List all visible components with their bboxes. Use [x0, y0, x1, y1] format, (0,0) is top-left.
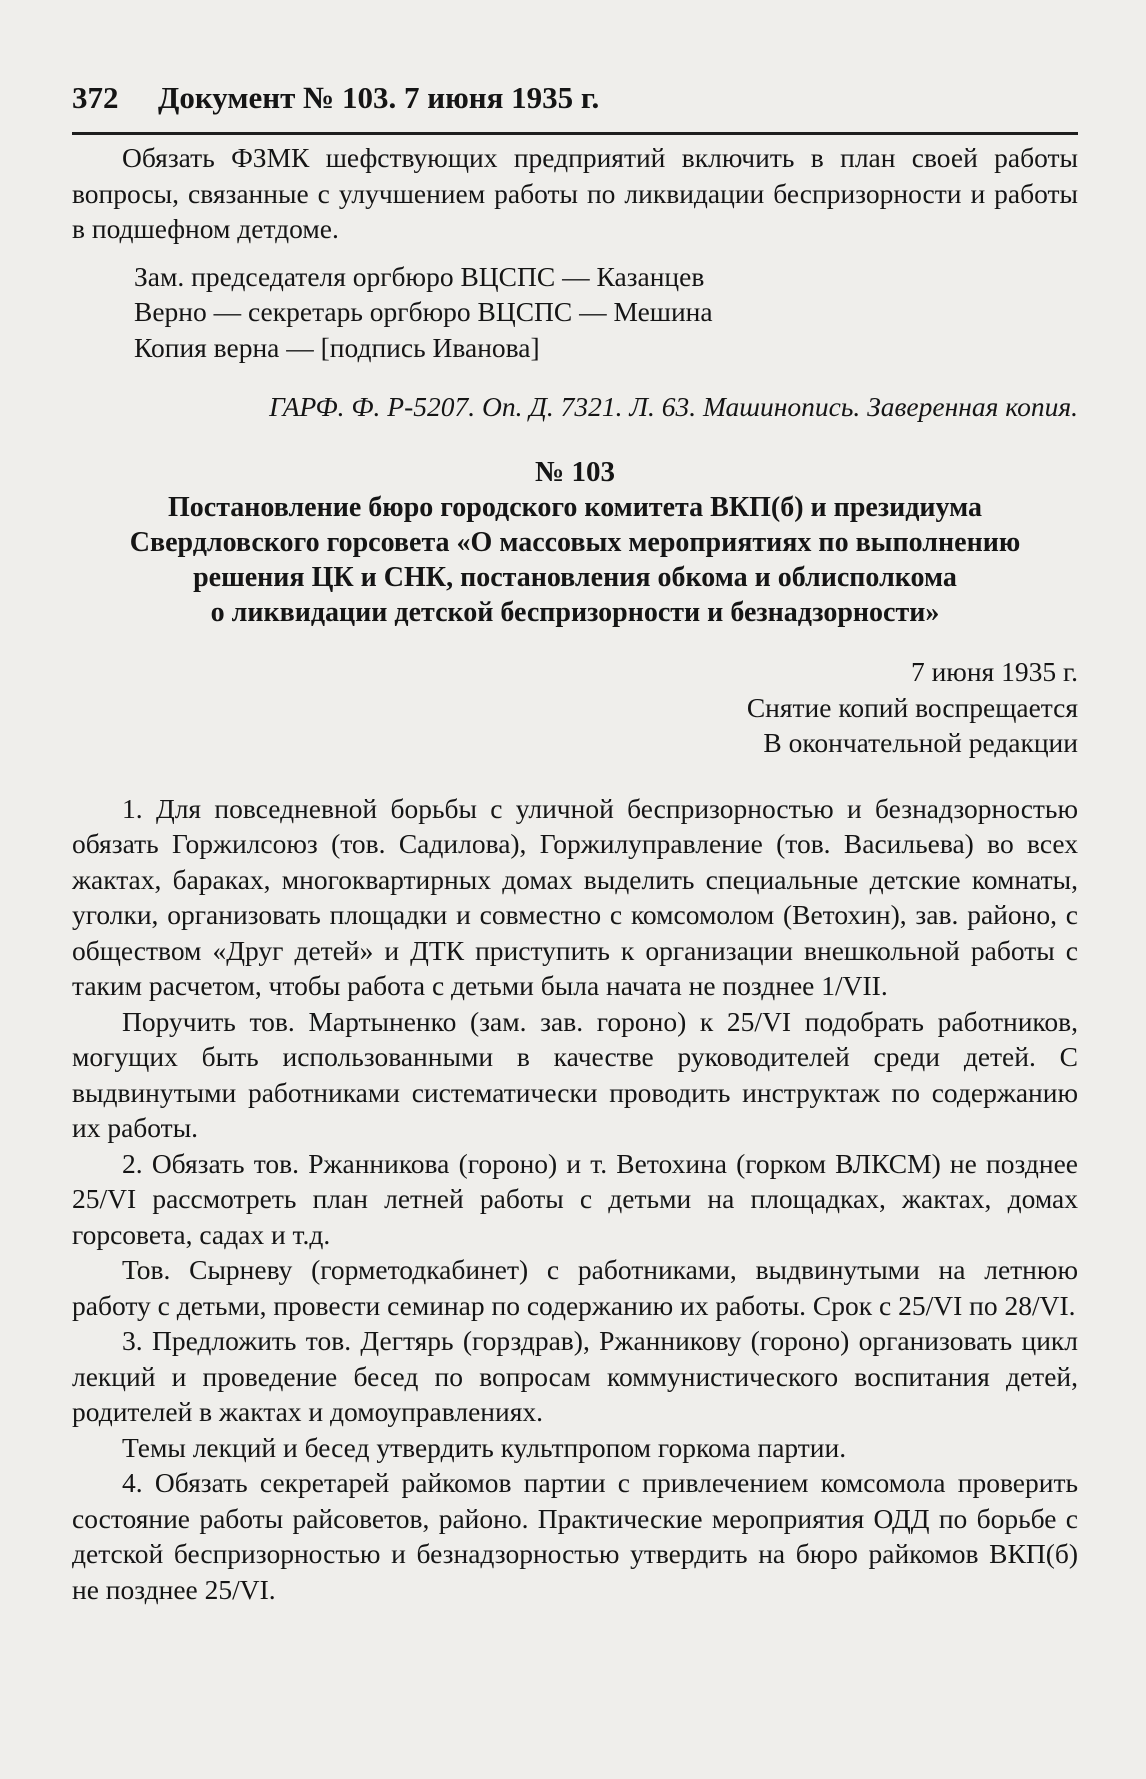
preceding-paragraph: Обязать ФЗМК шефствующих предприятий включить в план своей работы вопросы, связанные с улучшением работы по ликвидации беспризорности и работы в подшефном детдоме.	[72, 142, 1078, 244]
document-title-line: Свердловского горсовета «О массовых мероприятиях по выполнению	[129, 527, 1021, 558]
document-number: № 103	[535, 455, 615, 488]
resolution-paragraph: 1. Для повседневной борьбы с уличной беспризорностью и безнадзорностью обязать Горжилсоюз (тов. Садилова), Горжилуправление (тов. Васильева) во всех жактах, бараках, многоквартирных домах выделить специальные детские комнаты, уголки, организовать площадки и совместно с комсомолом (Ветохин), зав. районо, с обществом «Друг детей» и ДТК приступить к организации внешкольной работы с таким расчетом, чтобы работа с детьми была начата не позднее 1/VII.	[72, 792, 1078, 1001]
document-title-line: Постановление бюро городского комитета ВКП(б) и президиума	[167, 492, 983, 523]
page-body	[72, 140, 1078, 1607]
signature-line: Верно — секретарь оргбюро ВЦСПС — Мешина	[134, 296, 713, 327]
signature-line: Копия верна — [подпись Иванова]	[134, 331, 540, 363]
archive-source-note: ГАРФ. Ф. Р-5207. Оп. Д. 7321. Л. 63. Машинопись. Заверенная копия.	[269, 391, 1078, 422]
document-title-line: о ликвидации детской беспризорности и безнадзорности»	[210, 597, 940, 628]
stamp-no-copy: Снятие копий воспрещается	[746, 691, 1078, 723]
document-title-line: решения ЦК и СНК, постановления обкома и облисполкома	[193, 562, 957, 593]
stamp-final-edition: В окончательной редакции	[763, 727, 1078, 758]
resolution-paragraph: Темы лекций и бесед утвердить культпропом горкома партии.	[122, 1431, 847, 1463]
signature-line: Зам. председателя оргбюро ВЦСПС — Казанцев	[134, 260, 705, 292]
running-head: Документ № 103. 7 июня 1935 г.	[158, 80, 600, 115]
resolution-paragraph: Тов. Сырневу (горметодкабинет) с работниками, выдвинутыми на летнюю работу с детьми, провести семинар по содержанию их работы. Срок с 25/VI по 28/VI.	[72, 1254, 1078, 1321]
resolution-paragraph: Поручить тов. Мартыненко (зам. зав. гороно) к 25/VI подобрать работников, могущих быть использованными в качестве руководителей среди детей. С выдвинутыми работниками систематически проводить инструктаж по содержанию их работы.	[72, 1005, 1078, 1143]
document-date: 7 июня 1935 г.	[910, 656, 1078, 687]
resolution-paragraph: 4. Обязать секретарей райкомов партии с привлечением комсомола проверить состояние работы райсоветов, районо. Практические мероприятия ОДД по борьбе с детской беспризорностью и безнадзорностью утвердить на бюро райкомов ВКП(б) не позднее 25/VI.	[72, 1467, 1078, 1605]
page-header	[72, 80, 1078, 135]
resolution-paragraph: 2. Обязать тов. Ржанникова (гороно) и т. Ветохина (горком ВЛКСМ) не позднее 25/VI рассмотреть план летней работы с детьми на площадках, жактах, домах горсовета, садах и т.д.	[72, 1147, 1078, 1250]
resolution-paragraph: 3. Предложить тов. Дегтярь (горздрав), Ржанникову (гороно) организовать цикл лекций и проведение бесед по вопросам коммунистического воспитания детей, родителей в жактах и домоуправлениях.	[72, 1325, 1078, 1427]
page-number: 372	[72, 80, 119, 115]
